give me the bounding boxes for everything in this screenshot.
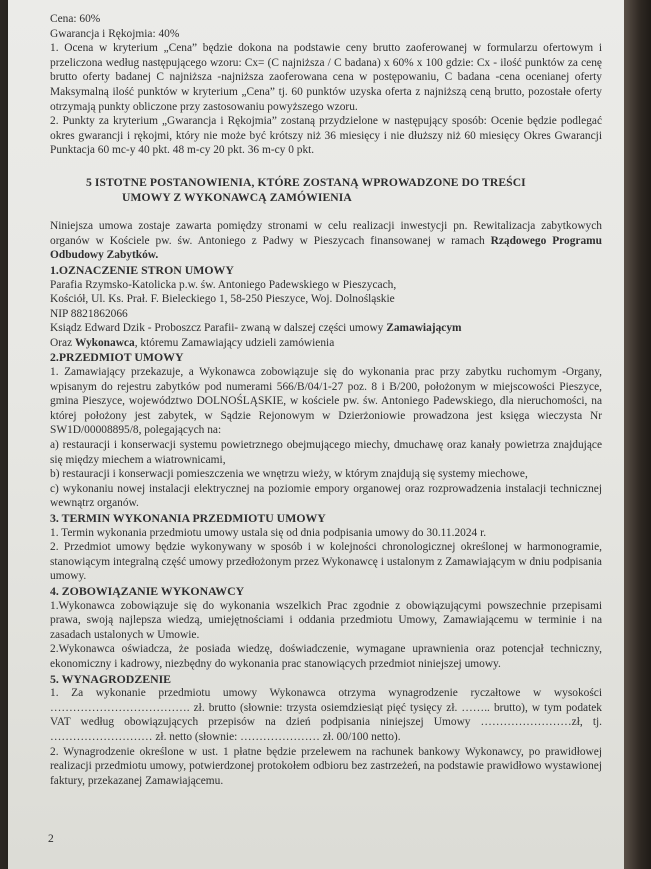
party-representative (50, 321, 602, 336)
party-line: Parafia Rzymsko-Katolicka p.w. św. Antoniego Padewskiego w Pieszycach, (50, 278, 397, 291)
program-name: Rządowego Programu Odbudowy Zabytków. (50, 234, 602, 262)
subject-item-a: a) restauracji i konserwacji systemu powietrznego obejmującego miechy, dmuchawę oraz kanały powietrza znajdujące się między miechem a wiatrownicami, (50, 439, 602, 466)
subject-paragraph: 1. Zamawiający przekazuje, a Wykonawca zobowiązuje się do wykonania prac przy zabytku ruchomym -Organy, wpisanym do rejestru zabytków pod numerami 566/B/04/1-27 poz. 8 i B/200, położonym w miejscowości Pieszyce, gmina Pieszyce, województwo DOLNOŚLĄSKIE, w kościele pw. św. Antoniego Padewskiego, dla nieruchomości, na której położony jest zabytek, w Sądzie Rejonowym w Dzierżoniowie prowadzona jest księga wieczysta Nr SW1D/00008895/8, polegających na: (50, 366, 602, 437)
page-number: 2 (48, 833, 54, 845)
heading-remuneration: 5. WYNAGRODZENIE (50, 671, 172, 686)
page-edge-shadow (624, 0, 651, 869)
party-nip: NIP 8821862066 (50, 307, 128, 320)
subject-item-c: c) wykonaniu nowej instalacji elektrycznej na poziomie empory organowej oraz rozprowadzenia instalacji technicznej wewnątrz organów. (50, 482, 602, 510)
remuneration-paragraph: 2. Wynagrodzenie określone w ust. 1 płatne będzie przelewem na rachunek bankowy Wykonawcy, po prawidłowej realizacji przedmiotu umowy, potwierdzonej protokołem odbioru bez zastrzeżeń, na podstawie prawidłowo wystawionej faktury, przekazanej Zamawiającemu. (50, 745, 602, 787)
contractor-suffix: , któremu Zamawiający udzieli zamówienia (134, 336, 335, 349)
deadline-paragraph: 2. Przedmiot umowy będzie wykonywany w sposób i w kolejności chronologicznej określonej w harmonogramie, stanowiącym integralną część umowy przedłożonym przez Wykonawcę i ustalonym z Zamawiającym w dniu podpisania umowy. (50, 541, 602, 583)
heading-deadline: 3. TERMIN WYKONANIA PRZEDMIOTU UMOWY (50, 511, 326, 525)
obligation-paragraph: 2.Wykonawca oświadcza, że posiada wiedzę, doświadczenie, wymagane uprawnienia oraz potencjał techniczny, ekonomiczny i kadrowy, niezbędny do wykonania prac stanowiących przedmiot niniejszej umowy. (50, 643, 602, 670)
obligation-paragraph: 1.Wykonawca zobowiązuje się do wykonania wszelkich Prac zgodnie z obowiązującymi powszechnie przepisami prawa, swoją najlepsza wiedzą, umiejętnościami i oddania przedmiotu Umowy, Zamawiającemu w terminie i na zasadach ustalonych w Umowie. (50, 599, 602, 641)
ordering-party-term: Zamawiającym (386, 322, 462, 335)
party-contractor (50, 336, 602, 351)
contractor-term: Wykonawca (74, 336, 135, 349)
remuneration-paragraph: 1. Za wykonanie przedmiotu umowy Wykonawca otrzyma wynagrodzenie ryczałtowe w wysokości ………………………………. zł. brutto (słownie: trzysta osiemdziesiąt pięć tysięcy zł. …….. brutto), w tym podatek VAT według obowiązujących przepisów na dzień podpisania niniejszej Umowy ……………………zł, tj. ……………………… zł. netto (słownie: ………………… zł. 00/100 netto). (50, 687, 602, 743)
intro-text: Niniejsza umowa zostaje zawarta pomiędzy stronami w celu realizacji inwestycji pn. Rewitalizacja zabytkowych organów w Kościele pw. św. Antoniego z Padwy w Pieszycach finansowanej w ramach (50, 220, 602, 247)
contract-intro (50, 219, 602, 263)
representative-text: Ksiądz Edward Dzik - Proboszcz Parafii- zwaną w dalszej części umowy (50, 322, 387, 335)
heading-subject: 2.PRZEDMIOT UMOWY (50, 350, 184, 365)
section-heading-essential-provisions (50, 176, 602, 205)
section-heading-line: 5 ISTOTNE POSTANOWIENIA, KTÓRE ZOSTANĄ WPROWADZONE DO TREŚCI (86, 175, 526, 189)
criteria-warranty-description: 2. Punkty za kryterium „Gwarancja i Rękojmia” zostaną przydzielone w następujący sposób: Ocenie będzie podlegać okres gwarancji i rękojmi, który nie może być krótszy niż 36 miesięcy i nie dłuższy niż 60 miesięcy Okres Gwarancji Punktacja 60 mc-y 40 pkt. 48 m-cy 20 pkt. 36 m-cy 0 pkt. (50, 115, 602, 157)
criterion-price: Cena: 60% (50, 13, 101, 25)
heading-obligations: 4. ZOBOWIĄZANIE WYKONAWCY (50, 583, 245, 598)
criterion-warranty: Gwarancja i Rękojmia: 40% (50, 27, 180, 40)
criteria-price-description: 1. Ocena w kryterium „Cena” będzie dokona na podstawie ceny brutto zaoferowanej w formularzu ofertowym i przeliczona według następującego wzoru: Cx= (C najniższa / C badana) x 60% x 100 gdzie: Cx - ilość punktów za cenę brutto oferty badanej C najniższa -najniższa zaoferowana cena w postępowaniu, C badana -cena ocenianej oferty Maksymalną ilość punktów w kryterium „Cena” tj. 60 punktów uzyska oferta z najniższą ceną brutto, pozostałe oferty otrzymają punkty obliczone przy zastosowaniu powyższego wzoru. (50, 42, 602, 113)
section-heading-line: UMOWY Z WYKONAWCĄ ZAMÓWIENIA (122, 190, 352, 204)
contractor-prefix: Oraz (50, 336, 75, 349)
heading-parties: 1.OZNACZENIE STRON UMOWY (50, 262, 234, 277)
deadline-paragraph: 1. Termin wykonania przedmiotu umowy ustala się od dnia podpisania umowy do 30.11.2024 r. (50, 526, 487, 539)
party-line: Kościół, Ul. Ks. Prał. F. Bieleckiego 1, 58-250 Pieszyce, Woj. Dolnośląskie (50, 293, 395, 306)
subject-item-b: b) restauracji i konserwacji pomieszczenia we wnętrzu wieży, w którym znajdują się systemy miechowe, (50, 468, 528, 481)
document-body (50, 12, 602, 788)
